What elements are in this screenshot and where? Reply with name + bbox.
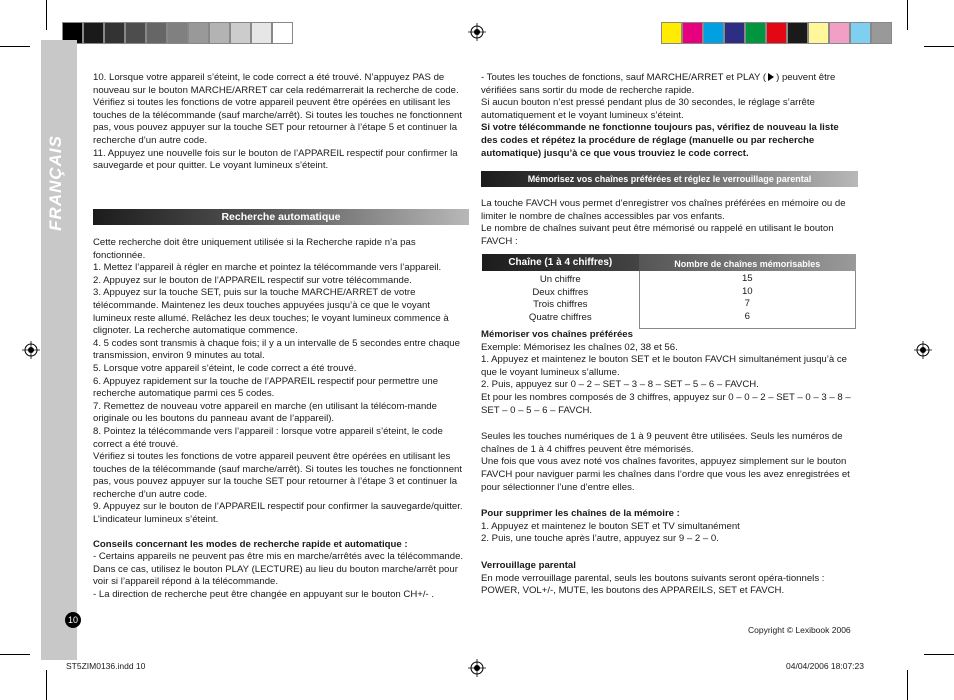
paragraph: Une fois que vous avez noté vos chaînes favorites, appuyez simplement sur le bouton FAVCH pour naviguer parmi les chaînes dans l’ordre que vous les avez enregistrées et pour sélectionner l’une d’entre elles. <box>481 456 850 493</box>
table-row-label: Un chiffre <box>539 274 581 285</box>
table-row-value: 6 <box>744 310 750 322</box>
crop-mark <box>924 46 954 47</box>
paragraph: 6. Appuyez rapidement sur la touche de l’APPAREIL respectif pour permettre une recherche automatique parmi ces 5 codes. <box>93 375 439 400</box>
table-row-value: 7 <box>744 298 750 310</box>
paragraph: 10. Lorsque votre appareil s’éteint, le code correct a été trouvé. N’appuyez PAS de nouveau sur le bouton MARCHE/ARRET car cela redémarrerait la recherche de code. <box>93 72 459 96</box>
paragraph: 7. Remettez de nouveau votre appareil en marche (en utilisant la télécom-mande originale ou les boutons du panneau avant de l’appareil). <box>93 400 437 425</box>
color-swatch <box>766 22 787 44</box>
crop-mark <box>0 654 30 655</box>
color-swatch <box>829 22 850 44</box>
play-icon <box>768 73 774 81</box>
paragraph: Exemple: Mémorisez les chaînes 02, 38 et 56. <box>481 341 678 353</box>
grayscale-swatch-bar <box>62 22 293 44</box>
color-swatch <box>251 22 272 44</box>
right-intro <box>481 72 857 160</box>
paragraph: - La direction de recherche peut être changée en appuyant sur le bouton CH+/- . <box>93 589 435 601</box>
paragraph: 1. Mettez l’appareil à régler en marche et pointez la télécommande vers l’appareil. <box>93 262 442 274</box>
color-swatch <box>724 22 745 44</box>
paragraph: 1. Appuyez et maintenez le bouton SET et TV simultanément <box>481 520 740 532</box>
registration-mark-icon <box>468 23 486 41</box>
paragraph: 5. Lorsque votre appareil s’éteint, le code correct a été trouvé. <box>93 362 357 374</box>
table-row-value: 15 <box>741 273 753 284</box>
section-banner-favorites: Mémorisez vos chaînes préférées et réglez le verrouillage parental <box>481 171 858 187</box>
paragraph: Vérifiez si toutes les fonctions de votre appareil peuvent être opérées en utilisant les touches de la télécommande (sauf marche/arrêt). Si toutes les touches ne fonctionnent pas, vous pouvez appuyer sur la touche SET pour retourner à l’étape 5 et continuer la recherche d’un autre code. <box>93 97 463 146</box>
paragraph: Vérifiez si toutes les fonctions de votre appareil peuvent être opérées en utilisant les touches de la télécommande (sauf marche/arrêt). Si toutes les touches ne fonctionnent pas, vous pouvez appuyer sur la touche SET pour retourner à l’étape 3 et continuer la recherche d’un autre code. <box>93 451 463 500</box>
color-swatch-bar <box>661 22 892 44</box>
color-swatch <box>850 22 871 44</box>
color-swatch <box>125 22 146 44</box>
paragraph: 3. Appuyez sur la touche SET, puis sur la touche MARCHE/ARRET de votre télécommande. Maintenez les deux touches appuyées jusqu’à ce que le voyant lumineux reste allumé. Relâchez les deux touches; le voyant lumineux commence à clignoter. La recherche automatique commence. <box>93 287 449 337</box>
memo-section <box>481 329 857 598</box>
registration-mark-icon <box>468 659 486 677</box>
section-banner-recherche: Recherche automatique <box>93 209 469 225</box>
sidebar <box>41 40 77 660</box>
color-swatch <box>703 22 724 44</box>
intro-text: - Toutes les touches de fonctions, sauf MARCHE/ARRET et PLAY ( <box>481 72 767 83</box>
registration-mark-icon <box>914 341 932 359</box>
left-steps <box>93 237 469 602</box>
crop-mark <box>0 46 30 47</box>
color-swatch <box>272 22 293 44</box>
favch-intro <box>481 198 857 248</box>
color-swatch <box>188 22 209 44</box>
intro-text: ) peuvent être vérifiées sans sortir du mode de recherche rapide. <box>481 72 836 96</box>
paragraph: Et pour les nombres composés de 3 chiffres, appuyez sur 0 – 0 – 2 – SET – 0 – 3 – 8 – SET – 0 – 5 – 6 – FAVCH. <box>481 391 851 416</box>
paragraph: 2. Puis, appuyez sur 0 – 2 – SET – 3 – 8 – SET – 5 – 6 – FAVCH. <box>481 379 759 391</box>
paragraph: 1. Appuyez et maintenez le bouton SET et le bouton FAVCH simultanément jusqu’à ce que le voyant lumineux s’allume. <box>481 354 848 378</box>
language-label: FRANÇAIS <box>46 135 65 231</box>
paragraph: La touche FAVCH vous permet d’enregistrer vos chaînes préférées en mémoire ou de limiter le nombre de chaînes accessibles par vos enfants. <box>481 198 846 222</box>
color-swatch <box>661 22 682 44</box>
registration-mark-icon <box>22 341 40 359</box>
memo-heading: Mémoriser vos chaînes préférées <box>481 329 633 340</box>
color-swatch <box>682 22 703 44</box>
table-header: Chaîne (1 à 4 chiffres) <box>482 254 640 271</box>
table-cell <box>482 271 640 328</box>
paragraph: 2. Appuyez sur le bouton de l’APPAREIL respectif sur votre télécommande. <box>93 274 412 286</box>
paragraph: Cette recherche doit être uniquement utilisée si la Recherche rapide n’a pas fonctionnée. <box>93 237 416 261</box>
crop-mark <box>924 654 954 655</box>
paragraph: 2. Puis, une touche après l’autre, appuyez sur 9 – 2 – 0. <box>481 533 719 545</box>
copyright: Copyright © Lexibook 2006 <box>748 625 851 635</box>
paragraph: En mode verrouillage parental, seuls les boutons suivants seront opéra-tionnels : POWER, VOL+/-, MUTE, les boutons des APPAREILS, SET et FAVCH. <box>481 572 825 597</box>
color-swatch <box>808 22 829 44</box>
table-row-value: 10 <box>741 285 753 297</box>
lock-heading: Verrouillage parental <box>481 559 576 571</box>
delete-heading: Pour supprimer les chaînes de la mémoire : <box>481 508 680 520</box>
footer-date: 04/04/2006 18:07:23 <box>786 661 864 671</box>
color-swatch <box>146 22 167 44</box>
paragraph-bold: Si votre télécommande ne fonctionne toujours pas, vérifiez de nouveau la liste des codes et répétez la procédure de réglage (manuelle ou par recherche automatique) jusqu’à ce que vous trouviez le code correct. <box>481 122 839 159</box>
color-swatch <box>104 22 125 44</box>
color-swatch <box>871 22 892 44</box>
crop-mark <box>907 670 908 700</box>
paragraph: - Certains appareils ne peuvent pas être mis en marche/arrêtés avec la télécommande. Dans ce cas, utilisez le bouton PLAY (LECTURE) au lieu du bouton marche/arrêt pour voir si l’appareil répond à la télécommande. <box>93 551 464 588</box>
paragraph: 4. 5 codes sont transmis à chaque fois; il y a un intervalle de 5 secondes entre chaque transmission, environ 9 minutes au total. <box>93 337 460 362</box>
paragraph <box>481 72 857 97</box>
left-intro <box>93 72 469 173</box>
tips-heading: Conseils concernant les modes de recherche rapide et automatique : <box>93 538 408 550</box>
paragraph: 8. Pointez la télécommande vers l’appareil : lorsque votre appareil s’éteint, le code correct a été trouvé. <box>93 425 443 450</box>
color-swatch <box>230 22 251 44</box>
color-swatch <box>787 22 808 44</box>
table-row-label: Quatre chiffres <box>528 311 592 323</box>
page-number: 10 <box>65 612 81 628</box>
color-swatch <box>167 22 188 44</box>
table-row-label: Deux chiffres <box>532 286 589 298</box>
paragraph: Si aucun bouton n’est pressé pendant plus de 30 secondes, le réglage s’arrête automatiquement et le voyant lumineux s’éteint. <box>481 97 815 121</box>
table-header: Nombre de chaînes mémorisables <box>639 254 855 271</box>
crop-mark <box>46 670 47 700</box>
channel-table <box>481 254 856 329</box>
paragraph: Seules les touches numériques de 1 à 9 peuvent être utilisées. Seuls les numéros de chaînes de 1 à 4 chiffres peuvent être mémorisés. <box>481 431 843 455</box>
paragraph: 9. Appuyez sur le bouton de l’APPAREIL respectif pour confirmer la sauvegarde/quitter. L’indicateur lumineux s’éteint. <box>93 501 463 526</box>
table-cell <box>639 271 855 328</box>
color-swatch <box>83 22 104 44</box>
color-swatch <box>745 22 766 44</box>
table-row-label: Trois chiffres <box>533 299 588 311</box>
paragraph: 11. Appuyez une nouvelle fois sur le bouton de l’APPAREIL respectif pour confirmer la sauvegarde et pour quitter. Le voyant lumineux s’éteint. <box>93 147 458 172</box>
paragraph: Le nombre de chaînes suivant peut être mémorisé ou rappelé en utilisant le bouton FAVCH : <box>481 223 834 247</box>
crop-mark <box>46 0 47 30</box>
color-swatch <box>209 22 230 44</box>
footer-file: ST5ZIM0136.indd 10 <box>66 661 146 671</box>
crop-mark <box>907 0 908 30</box>
